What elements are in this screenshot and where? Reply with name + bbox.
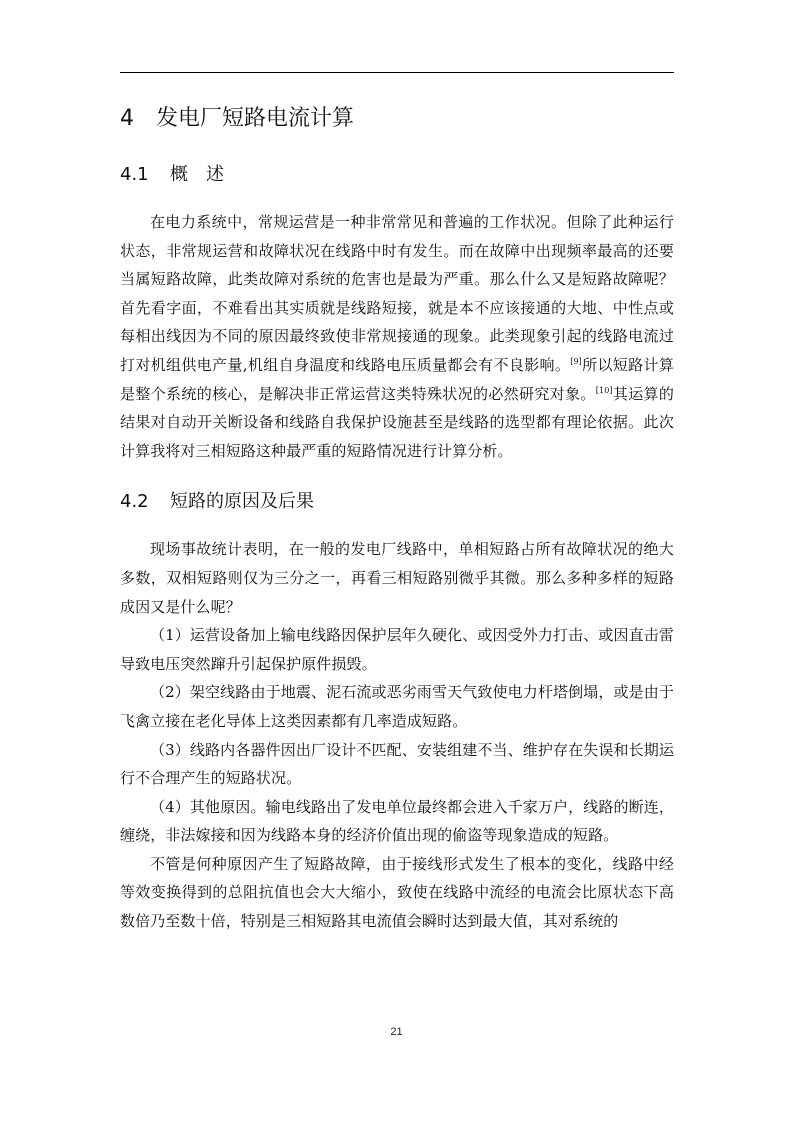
chapter-title (120, 100, 674, 138)
section-title-text: 概 述 (170, 164, 224, 185)
section-heading-4-2 (120, 487, 674, 517)
section-title-text: 短路的原因及后果 (170, 491, 314, 513)
body-paragraph: 不管是何种原因产生了短路故障，由于接线形式发生了根本的变化，线路中经等效变换得到的总阻抗值也会大大缩小，致使在线路中流经的电流会比原状态下高数倍乃至数十倍，特别是三相短路其电流值会瞬时达到最大值，其对系统的 (120, 854, 674, 931)
citation-ref: [10] (595, 385, 613, 395)
list-item-cause-2: （2）架空线路由于地震、泥石流或恶劣雨雪天气致使电力杆塔倒塌，或是由于飞禽立接在老化导体上这类因素都有几率造成短路。 (120, 683, 674, 730)
section-heading-4-1 (120, 160, 674, 190)
page-number: 21 (390, 1026, 403, 1038)
citation-ref: [9] (570, 356, 582, 366)
page-content (120, 100, 674, 936)
body-paragraph: 现场事故统计表明，在一般的发电厂线路中，单相短路占所有故障状况的绝大多数，双相短路则仅为三分之一，再看三相短路别微乎其微。那么多种多样的短路成因又是什么呢？ (120, 540, 674, 616)
list-item-cause-4: （4）其他原因。输电线路出了发电单位最终都会进入千家万户，线路的断连，缠绕，非法嫁接和因为线路本身的经济价值出现的偷盗等现象造成的短路。 (120, 797, 674, 845)
overview-paragraph: 在电力系统中，常规运营是一种非常常见和普遍的工作状况。但除了此种运行状态，非常规运营和故障状况在线路中时有发生。而在故障中出现频率最高的还要当属短路故障，此类故障对系统的危害也是最为严重。那么什么又是短路故障呢？首先看字面，不难看出其实质就是线路短接，就是本不应该接通的大地、中性点或每相出线因为不同的原因最终致使非常规接通的现象。此类现象引起的线路电流过打对机组供电产量,机组自身温度和线路电压质量都会有不良影响。[9]所以短路计算是整个系统的核心，是解决非正常运营这类特殊状况的必然研究对象。[10]其运算的结果对自动开关断设备和线路自我保护设施甚至是线路的选型都有理论依据。此次计算我将对三相短路这种最严重的短路情况进行计算分析。 (120, 213, 674, 460)
chapter-number: 4 (120, 106, 134, 131)
header-rule (120, 72, 674, 73)
list-item-cause-1: （1）运营设备加上输电线路因保护层年久硬化、或因受外力打击、或因直击雷导致电压突然蹿升引起保护原件损毁。 (120, 626, 674, 673)
section-number: 4.2 (120, 491, 149, 513)
section-number: 4.1 (120, 164, 149, 185)
list-item-cause-3: （3）线路内各器件因出厂设计不匹配、安装组建不当、维护存在失误和长期运行不合理产生的短路状况。 (120, 740, 674, 788)
chapter-title-text: 发电厂短路电流计算 (156, 106, 355, 131)
